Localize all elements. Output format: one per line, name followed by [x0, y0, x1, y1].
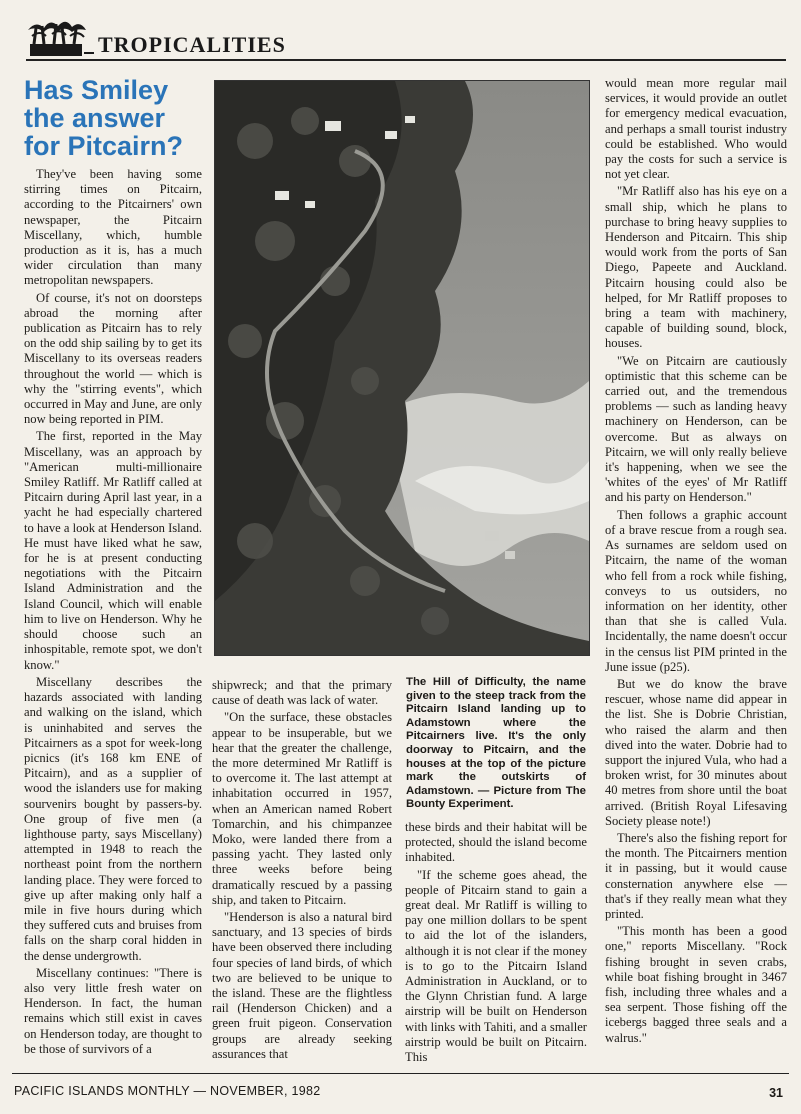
masthead-rule: [26, 59, 786, 61]
publication-footer: PACIFIC ISLANDS MONTHLY — NOVEMBER, 1982: [14, 1084, 321, 1098]
paragraph: There's also the fishing report for the month. The Pitcairners mention it in passing, but it would cause consternation anywhere else — that's if they really mean what they printed.: [605, 830, 787, 921]
footer-rule: [12, 1073, 789, 1074]
article-column-1-continued: [24, 675, 202, 1059]
article-column-4: [605, 76, 787, 1048]
paragraph: "Mr Ratliff also has his eye on a small ship, which he plans to purchase to bring heavy supplies to Henderson and Pitcairn. This ship would work from the ports of San Diego, Papeete and Auckland. Pitcairn housing could also be helped, for Mr Ratliff proposes to bring a team with machinery, capable of building sound, block, houses.: [605, 184, 787, 351]
article-column-1: [24, 167, 202, 675]
paragraph: But we do know the brave rescuer, whose name did appear in the list. She is Dobrie Christian, who raised the alarm and then dived into the water. Dobrie had to support the injured Vula, who had a broken wrist, for 30 minutes about 40 metres from shore until the boat arrived. (British Royal Lifesaving Society please note!): [605, 676, 787, 828]
paragraph: shipwreck; and that the primary cause of death was lack of water.: [212, 678, 392, 708]
paragraph: "This month has been a good one," reports Miscellany. "Rock fishing brought in seven crabs, while boat fishing brought in 3467 fish, including three whales and a sea serpent. Those fishing off the icebergs bagged three seals and a walrus.": [605, 924, 787, 1045]
section-masthead: [26, 18, 786, 64]
article-column-3: [405, 820, 587, 1067]
paragraph: The first, reported in the May Miscellany, was an approach by "American multi-millionaire Smiley Ratliff. Mr Ratliff called at Pitcairn during April last year, in a yacht he had especially chartered to have a look at Henderson Island. He must have liked what he saw, for he is at present conducting negotiations with the Pitcairn Island Administration and the Island Council, which will enable him to live on Henderson. Why he should choose such an inhospitable, remote spot, we don't know.": [24, 429, 203, 672]
palm-island-logo-icon: [26, 18, 96, 58]
page-number: 31: [769, 1086, 783, 1100]
paragraph: Miscellany describes the hazards associated with landing and walking on the island, which is uninhabited and serves the Pitcairners as a spot for week-long picnics (it's 168 km ENE of Pitcairn), and as a supplier of wood the islanders use for making sourvenirs bought by passers-by. One group of five men (a lighthouse party, says Miscellany) attempted in 1948 to reach the northeast point from the northern landing place. They were forced to give up after making only half a mile in five hours during which they suffered cuts and bruises from falls on the sharp coral hidden in the dense undergrowth.: [24, 675, 202, 963]
paragraph: "On the surface, these obstacles appear to be insuperable, but we hear that the greater the challenge, the more determined Mr Ratliff is to overcome it. The last attempt at inhabitation occurred in 1957, when an American named Robert Tomarchin, and his chimpanzee Moko, were landed there from a passing yacht. They lasted only three weeks before being dramatically rescued by a passing ship, and taken to Pitcairn.: [212, 710, 392, 907]
paragraph: "We on Pitcairn are cautiously optimistic that this scheme can be carried out, and the tremendous problems — such as landing heavy machinery on Henderson, can be overcome. But as always on Pitcairn, we will only really believe it's happening, when we see the 'whites of the eyes' of Mr Ratliff and his party on Henderson.": [605, 353, 787, 505]
photo-caption: The Hill of Difficulty, the name given to the steep track from the Pitcairn Island landing up to Adamstown where the Pitcairners live. It's the only doorway to Pitcairn, and the houses at the top of the picture mark the outskirts of Adamstown. — Picture from The Bounty Experiment.: [406, 676, 586, 811]
hill-of-difficulty-photo: [214, 80, 590, 656]
section-title: TROPICALITIES: [98, 32, 286, 57]
paragraph: Miscellany continues: "There is also very little fresh water on Henderson. In fact, the human remains which still exist in caves on Henderson today, are thought to be those of survivors of a: [24, 965, 202, 1056]
paragraph: "If the scheme goes ahead, the people of Pitcairn stand to gain a great deal. Mr Ratliff is willing to pay one million dollars to be spent to aid the lot of the islanders, although it is not clear if the money is to go to the Pitcairn Island Administration in Auckland, or to the Glynn Christian fund. A large airstrip will be built on Henderson with links with Tahiti, and a smaller airstrip would be built on Pitcairn. This: [405, 867, 587, 1065]
article-column-2: [212, 678, 392, 1064]
paragraph: would mean more regular mail services, it would provide an outlet for emergency medical evacuation, and perhaps a small tourist industry could be established. Who would pay the costs for such a service is not yet clear.: [605, 76, 787, 182]
paragraph: "Henderson is also a natural bird sanctuary, and 13 species of birds have been observed there including four species of land birds, of which two are believed to be unique to the island. These are the flightless rail (Henderson Chicken) and a green fruit pigeon. Conservation groups are already seeking assurances that: [212, 910, 392, 1061]
paragraph: They've been having some stirring times on Pitcairn, according to the Pitcairners' own newspaper, the Pitcairn Miscellany, which, humble production as it is, has a much wider circulation than many metropolitan newspapers.: [24, 167, 202, 288]
paragraph: Then follows a graphic account of a brave rescue from a rough sea. As surnames are seldom used on Pitcairn, the name of the woman who fell from a rock while fishing, conveys to us outsiders, no information on her identity, other than that she is called Vula. Incidentally, the name doesn't occur in the census list PIM printed in the June issue (p25).: [605, 507, 787, 674]
paragraph: these birds and their habitat will be protected, should the island become inhabited.: [405, 820, 587, 865]
cliff-photo-illustration: [215, 81, 589, 655]
article-headline: Has Smiley the answer for Pitcairn?: [24, 75, 184, 161]
paragraph: Of course, it's not on doorsteps abroad the morning after publication as Pitcairn has to rely on the odd ship sailing by to get its Miscellany to its overseas readers throughout the world — which is why the "stirring events", which occurred in May and June, are only now being reported in PIM.: [24, 290, 202, 427]
